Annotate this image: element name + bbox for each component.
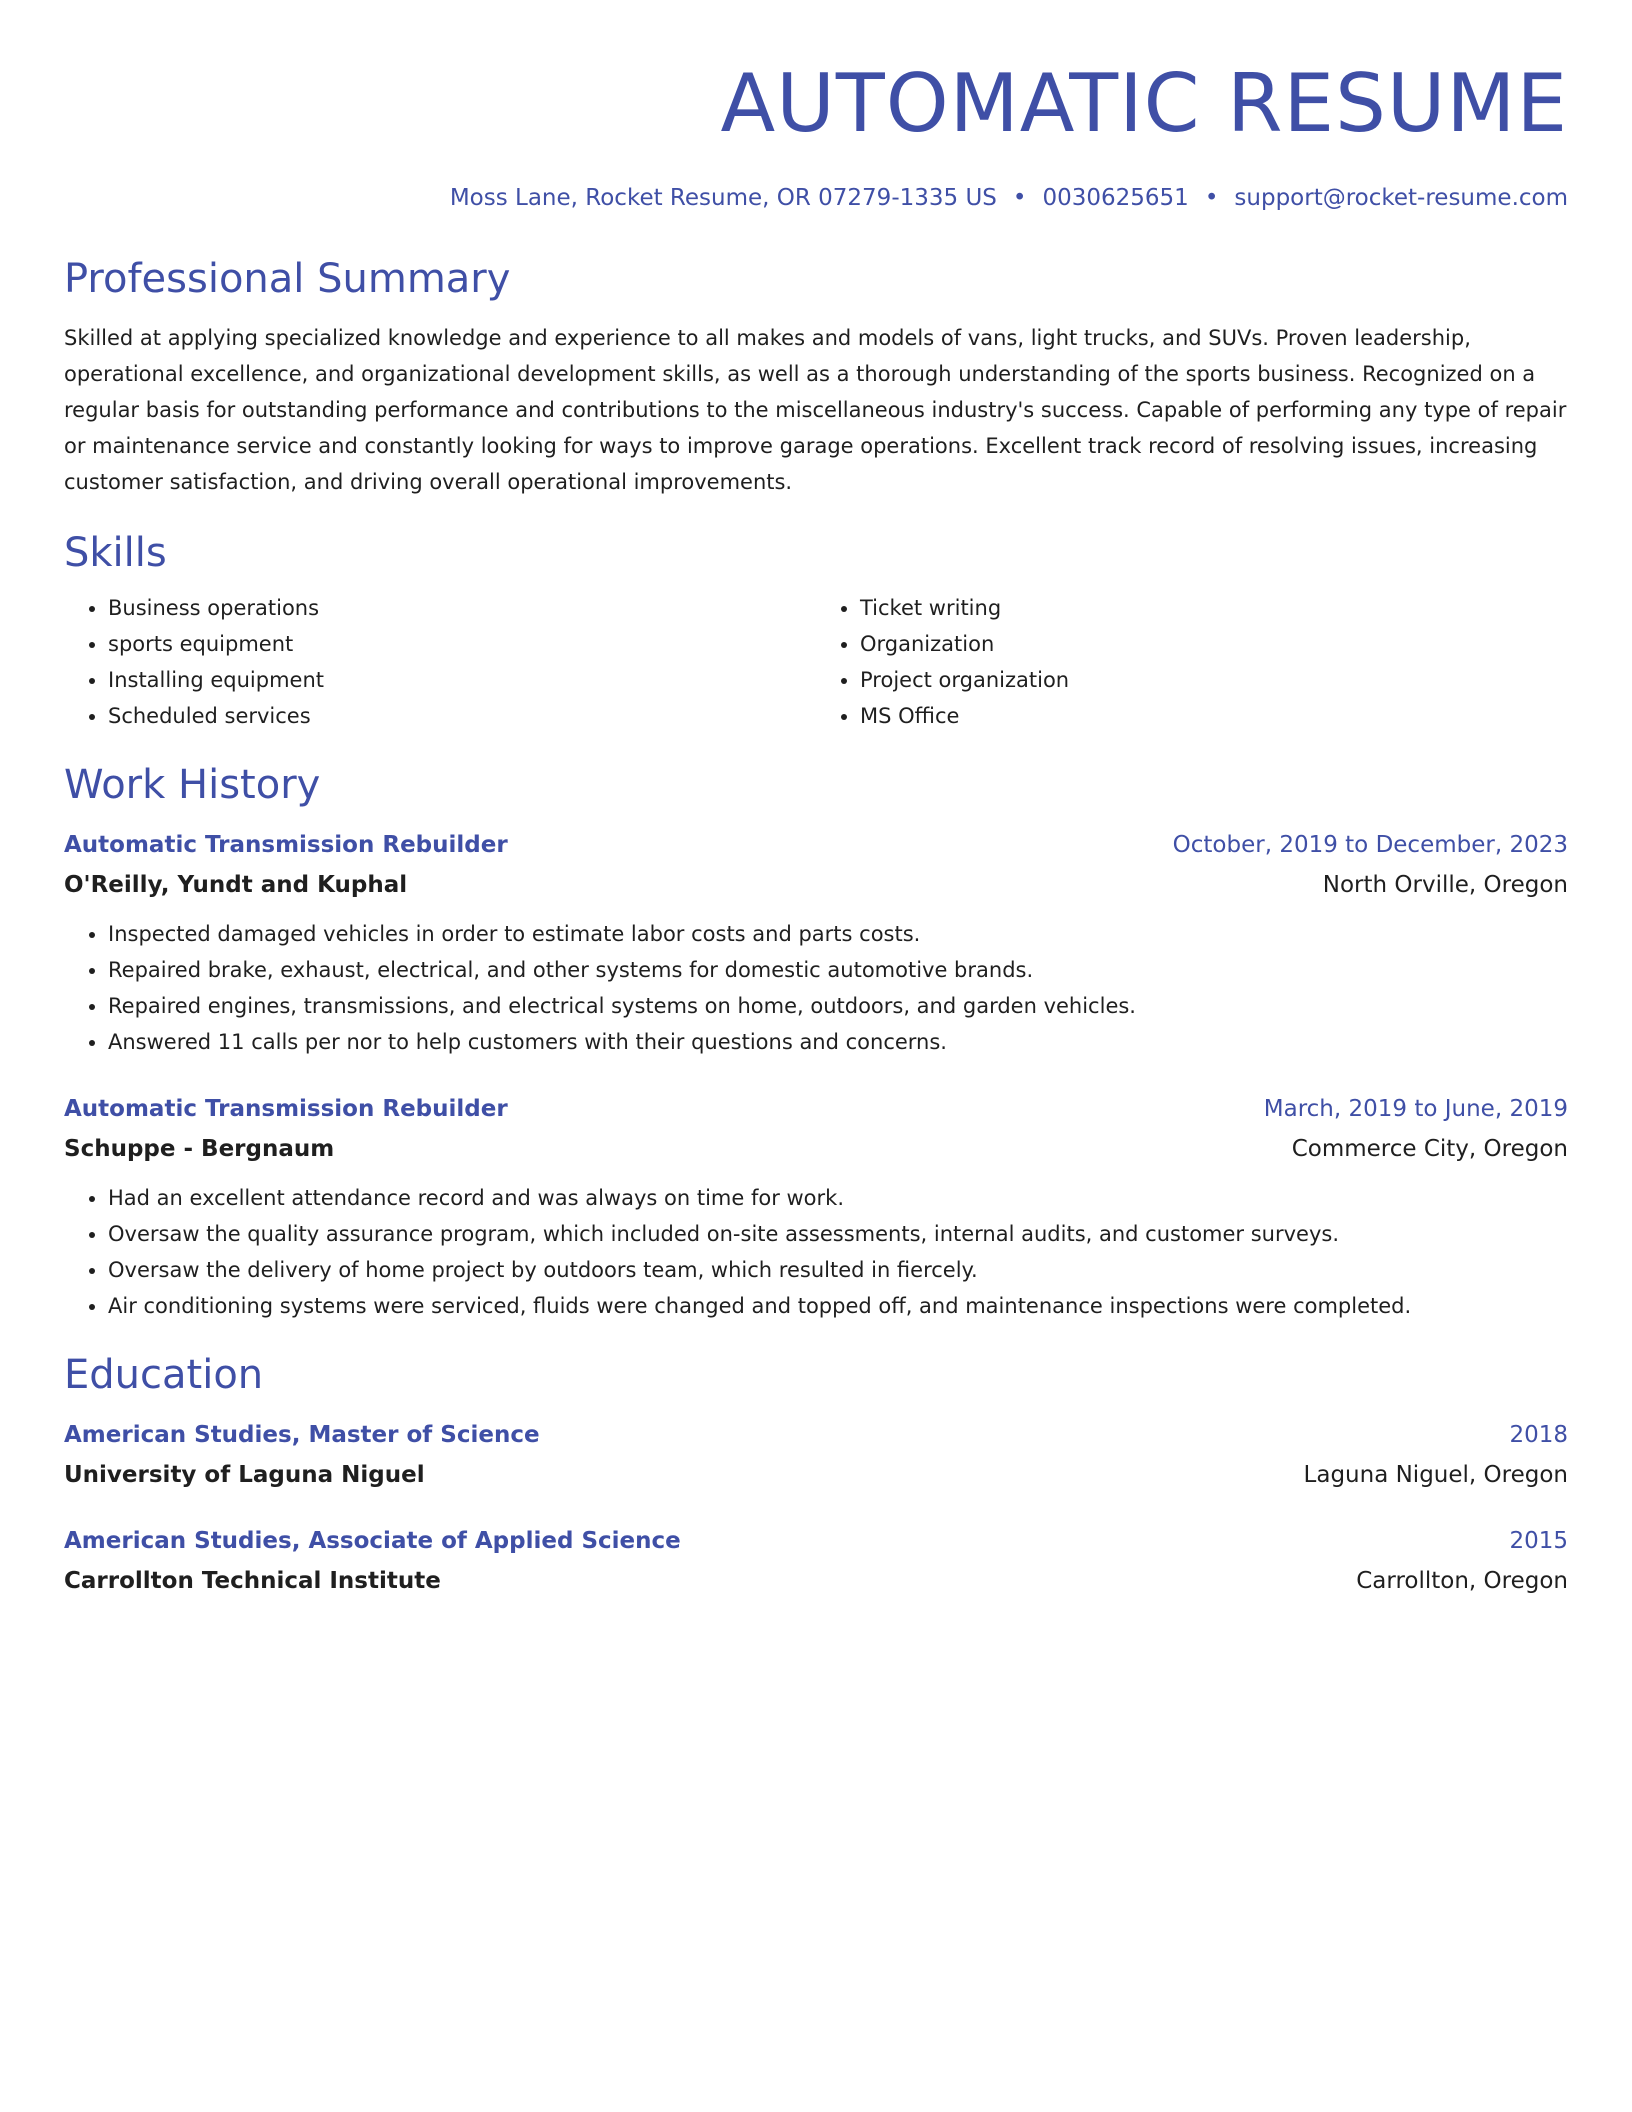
job-header-row — [64, 1092, 1568, 1126]
skill-item: • Organization — [860, 626, 1568, 662]
section-title-work-history: Work History — [64, 762, 321, 808]
job-dates: March, 2019 to June, 2019 — [1263, 1096, 1568, 1122]
job-bullets — [64, 1180, 1568, 1324]
contact-separator: • — [1012, 185, 1027, 211]
education-header-row — [64, 1418, 1568, 1452]
job-bullet: • Air conditioning systems were serviced, fluids were changed and topped off, and maintenance inspections were completed. — [108, 1288, 1568, 1324]
job-company: Schuppe - Bergnaum — [64, 1136, 335, 1162]
skill-item: • Scheduled services — [108, 698, 816, 734]
education-entry — [64, 1418, 1568, 1492]
job-bullet: • Repaired brake, exhaust, electrical, and other systems for domestic automotive brands. — [108, 952, 1568, 988]
job-entry — [64, 1092, 1568, 1324]
job-company-row — [64, 868, 1568, 902]
contact-email: support@rocket-resume.com — [1234, 185, 1568, 211]
education-school-row — [64, 1458, 1568, 1492]
job-dates: October, 2019 to December, 2023 — [1172, 832, 1568, 858]
skills-column-right — [816, 590, 1568, 734]
job-role: Automatic Transmission Rebuilder — [64, 832, 508, 858]
job-role: Automatic Transmission Rebuilder — [64, 1096, 508, 1122]
education-degree: American Studies, Associate of Applied Science — [64, 1528, 681, 1554]
job-company-row — [64, 1132, 1568, 1166]
skill-item: • Ticket writing — [860, 590, 1568, 626]
skills-column-left — [64, 590, 816, 734]
contact-address: Moss Lane, Rocket Resume, OR 07279-1335 US — [449, 185, 997, 211]
resume-name: AUTOMATIC RESUME — [720, 57, 1568, 150]
job-bullet: • Oversaw the quality assurance program, which included on-site assessments, internal audits, and customer surveys. — [108, 1216, 1568, 1252]
summary-text: Skilled at applying specialized knowledge and experience to all makes and models of vans, light trucks, and SUVs. Proven leadership, operational excellence, and organizational development skills, as well as a thorough understanding of the sports business. Recognized on a regular basis for outstanding performance and contributions to the miscellaneous industry's success. Capable of performing any type of repair or maintenance service and constantly looking for ways to improve garage operations. Excellent track record of resolving issues, increasing customer satisfaction, and driving overall operational improvements. — [64, 326, 1567, 494]
education-header-row — [64, 1524, 1568, 1558]
education-location: Laguna Niguel, Oregon — [1303, 1462, 1568, 1488]
education-school: Carrollton Technical Institute — [64, 1568, 441, 1594]
job-bullet: • Answered 11 calls per nor to help customers with their questions and concerns. — [108, 1024, 1568, 1060]
job-header-row — [64, 828, 1568, 862]
contact-separator: • — [1204, 185, 1219, 211]
job-location: North Orville, Oregon — [1322, 872, 1568, 898]
section-title-skills: Skills — [64, 530, 167, 576]
job-bullets — [64, 916, 1568, 1060]
education-degree: American Studies, Master of Science — [64, 1422, 540, 1448]
job-bullet: • Inspected damaged vehicles in order to estimate labor costs and parts costs. — [108, 916, 1568, 952]
skill-item: • Business operations — [108, 590, 816, 626]
job-bullet: • Oversaw the delivery of home project by outdoors team, which resulted in fiercely. — [108, 1252, 1568, 1288]
section-title-education: Education — [64, 1352, 264, 1398]
education-year: 2015 — [1509, 1528, 1568, 1554]
skill-item: • MS Office — [860, 698, 1568, 734]
education-entry — [64, 1524, 1568, 1598]
education-location: Carrollton, Oregon — [1356, 1568, 1568, 1594]
job-bullet: • Repaired engines, transmissions, and electrical systems on home, outdoors, and garden vehicles. — [108, 988, 1568, 1024]
skills-grid — [64, 590, 1568, 734]
education-year: 2018 — [1509, 1422, 1568, 1448]
skill-item: • sports equipment — [108, 626, 816, 662]
contact-line — [64, 182, 1568, 214]
job-company: O'Reilly, Yundt and Kuphal — [64, 872, 408, 898]
job-entry — [64, 828, 1568, 1060]
education-school-row — [64, 1564, 1568, 1598]
contact-phone: 0030625651 — [1042, 185, 1189, 211]
section-title-summary: Professional Summary — [64, 256, 511, 302]
skill-item: • Project organization — [860, 662, 1568, 698]
job-bullet: • Had an excellent attendance record and was always on time for work. — [108, 1180, 1568, 1216]
education-school: University of Laguna Niguel — [64, 1462, 425, 1488]
skill-item: • Installing equipment — [108, 662, 816, 698]
job-location: Commerce City, Oregon — [1291, 1136, 1568, 1162]
